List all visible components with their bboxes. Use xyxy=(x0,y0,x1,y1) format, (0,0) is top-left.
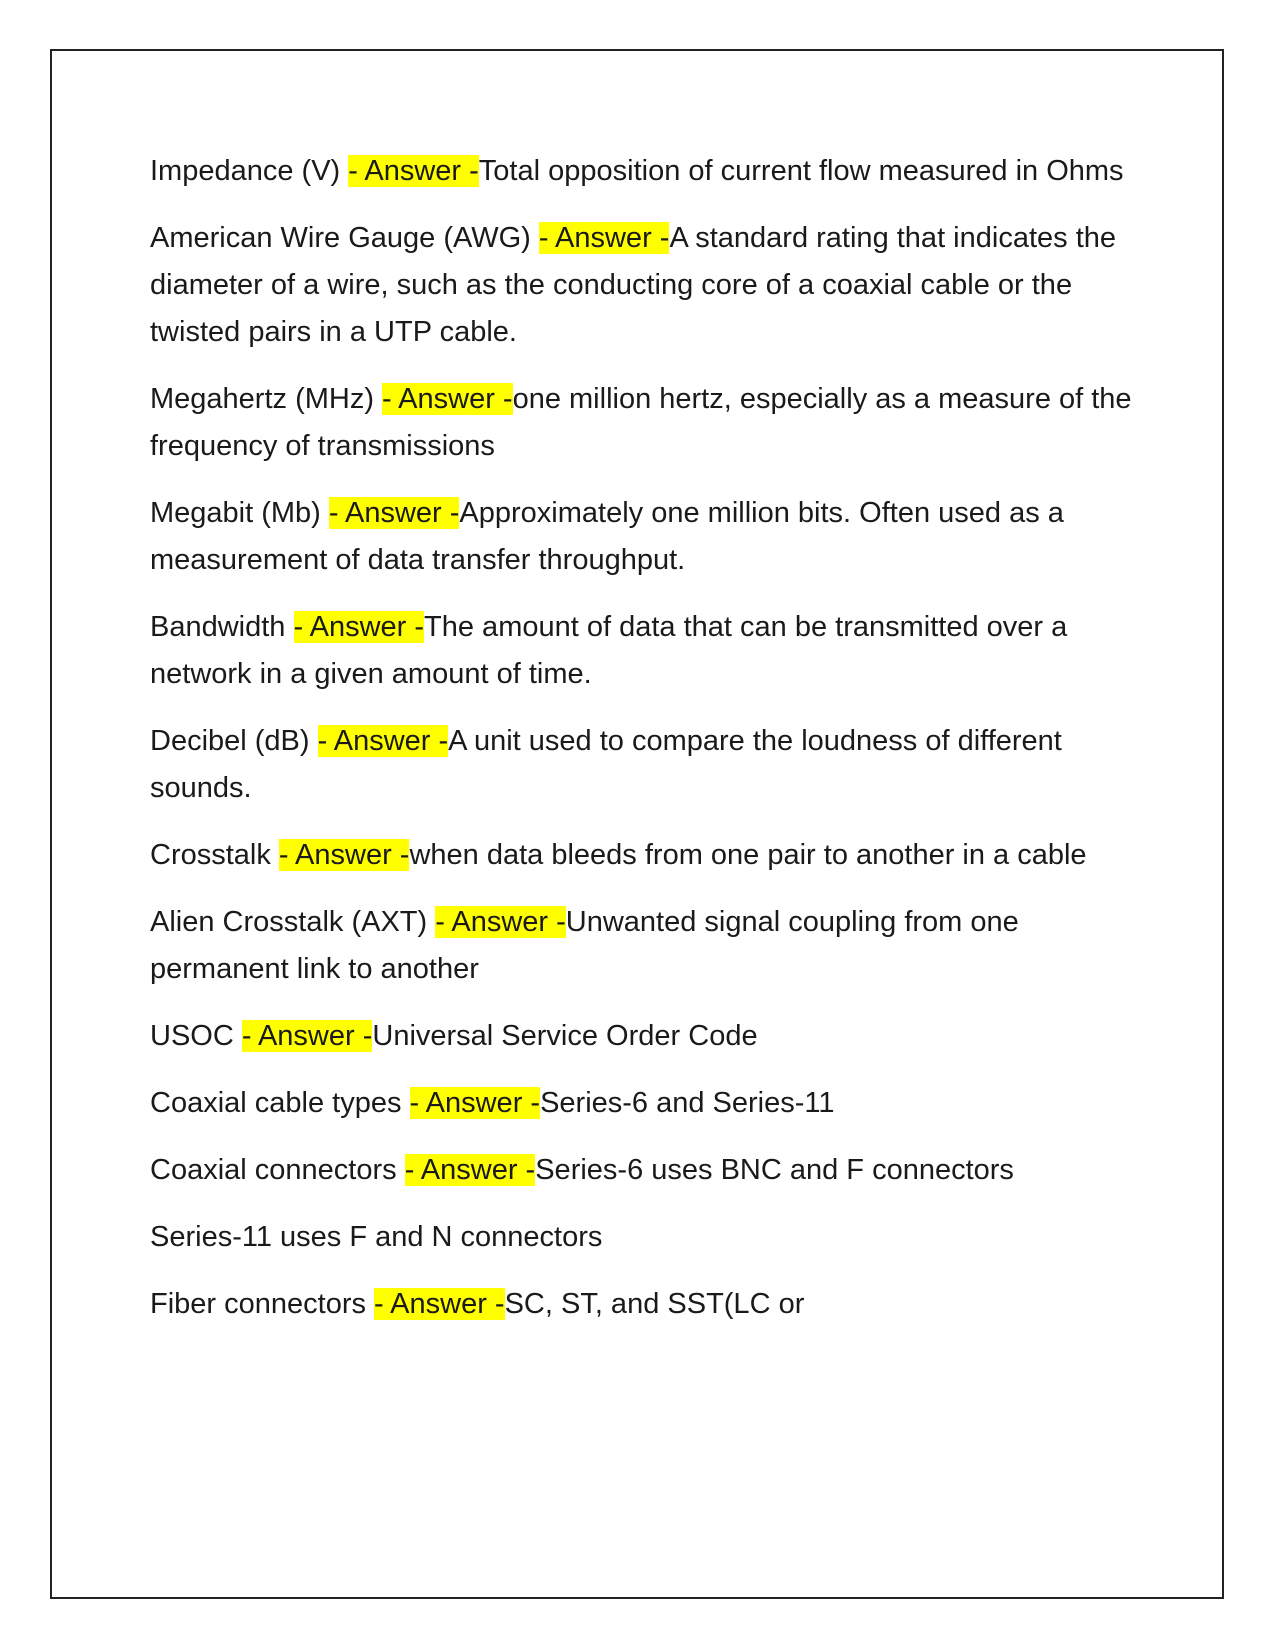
entry-term: Decibel (dB) xyxy=(150,725,318,757)
entry-term: Crosstalk xyxy=(150,839,279,871)
entry-definition: Series-6 and Series-11 xyxy=(540,1087,835,1119)
entry-term: Megahertz (MHz) xyxy=(150,383,383,415)
entry-definition: Series-11 uses F and N connectors xyxy=(150,1221,603,1253)
document-body xyxy=(150,148,1140,1348)
entry-coaxial-cable-types xyxy=(150,1080,1140,1127)
entry-crosstalk xyxy=(150,832,1140,879)
entry-fiber-connectors xyxy=(150,1281,1140,1328)
answer-highlight: - Answer - xyxy=(278,839,410,871)
entry-definition: The amount of data that can be transmitted over a network in a given amount of time. xyxy=(150,611,1068,690)
entry-definition: one million hertz, especially as a measure of the frequency of transmissions xyxy=(150,383,1132,462)
entry-definition: Series-6 uses BNC and F connectors xyxy=(535,1154,1014,1186)
answer-highlight: - Answer - xyxy=(317,725,449,757)
answer-highlight: - Answer - xyxy=(348,155,479,187)
entry-definition: Approximately one million bits. Often used as a measurement of data transfer throughput. xyxy=(150,497,1064,576)
entry-decibel xyxy=(150,718,1140,812)
entry-definition: A unit used to compare the loudness of different sounds. xyxy=(150,725,1062,804)
entry-bandwidth xyxy=(150,604,1140,698)
answer-highlight: - Answer - xyxy=(241,1020,373,1052)
answer-highlight: - Answer - xyxy=(435,906,566,938)
entry-term: Coaxial connectors xyxy=(150,1154,405,1186)
entry-alien-crosstalk xyxy=(150,899,1140,993)
entry-impedance xyxy=(150,148,1140,195)
entry-series-11-note xyxy=(150,1214,1140,1261)
entry-term: Bandwidth xyxy=(150,611,294,643)
entry-coaxial-connectors xyxy=(150,1147,1140,1194)
answer-highlight: - Answer - xyxy=(404,1154,536,1186)
entry-term: Impedance (V) xyxy=(150,155,349,187)
answer-highlight: - Answer - xyxy=(293,611,425,643)
entry-term: USOC xyxy=(150,1020,242,1052)
entry-definition: A standard rating that indicates the diameter of a wire, such as the conducting core of a coaxial cable or the twisted pairs in a UTP cable. xyxy=(150,222,1117,348)
answer-highlight: - Answer - xyxy=(374,1288,505,1320)
entry-definition: SC, ST, and SST(LC or xyxy=(504,1288,805,1320)
answer-highlight: - Answer - xyxy=(328,497,460,529)
entry-definition: Unwanted signal coupling from one permanent link to another xyxy=(150,906,1019,985)
entry-term: American Wire Gauge (AWG) xyxy=(150,222,539,254)
entry-definition: when data bleeds from one pair to another in a cable xyxy=(409,839,1087,871)
answer-highlight: - Answer - xyxy=(409,1087,541,1119)
entry-awg xyxy=(150,215,1140,356)
entry-megabit xyxy=(150,490,1140,584)
entry-usoc xyxy=(150,1013,1140,1060)
answer-highlight: - Answer - xyxy=(538,222,670,254)
entry-term: Coaxial cable types xyxy=(150,1087,410,1119)
answer-highlight: - Answer - xyxy=(382,383,513,415)
entry-term: Alien Crosstalk (AXT) xyxy=(150,906,436,938)
entry-definition: Universal Service Order Code xyxy=(372,1020,758,1052)
entry-term: Fiber connectors xyxy=(150,1288,375,1320)
entry-definition: Total opposition of current flow measured in Ohms xyxy=(478,155,1124,187)
entry-megahertz xyxy=(150,376,1140,470)
entry-term: Megabit (Mb) xyxy=(150,497,329,529)
